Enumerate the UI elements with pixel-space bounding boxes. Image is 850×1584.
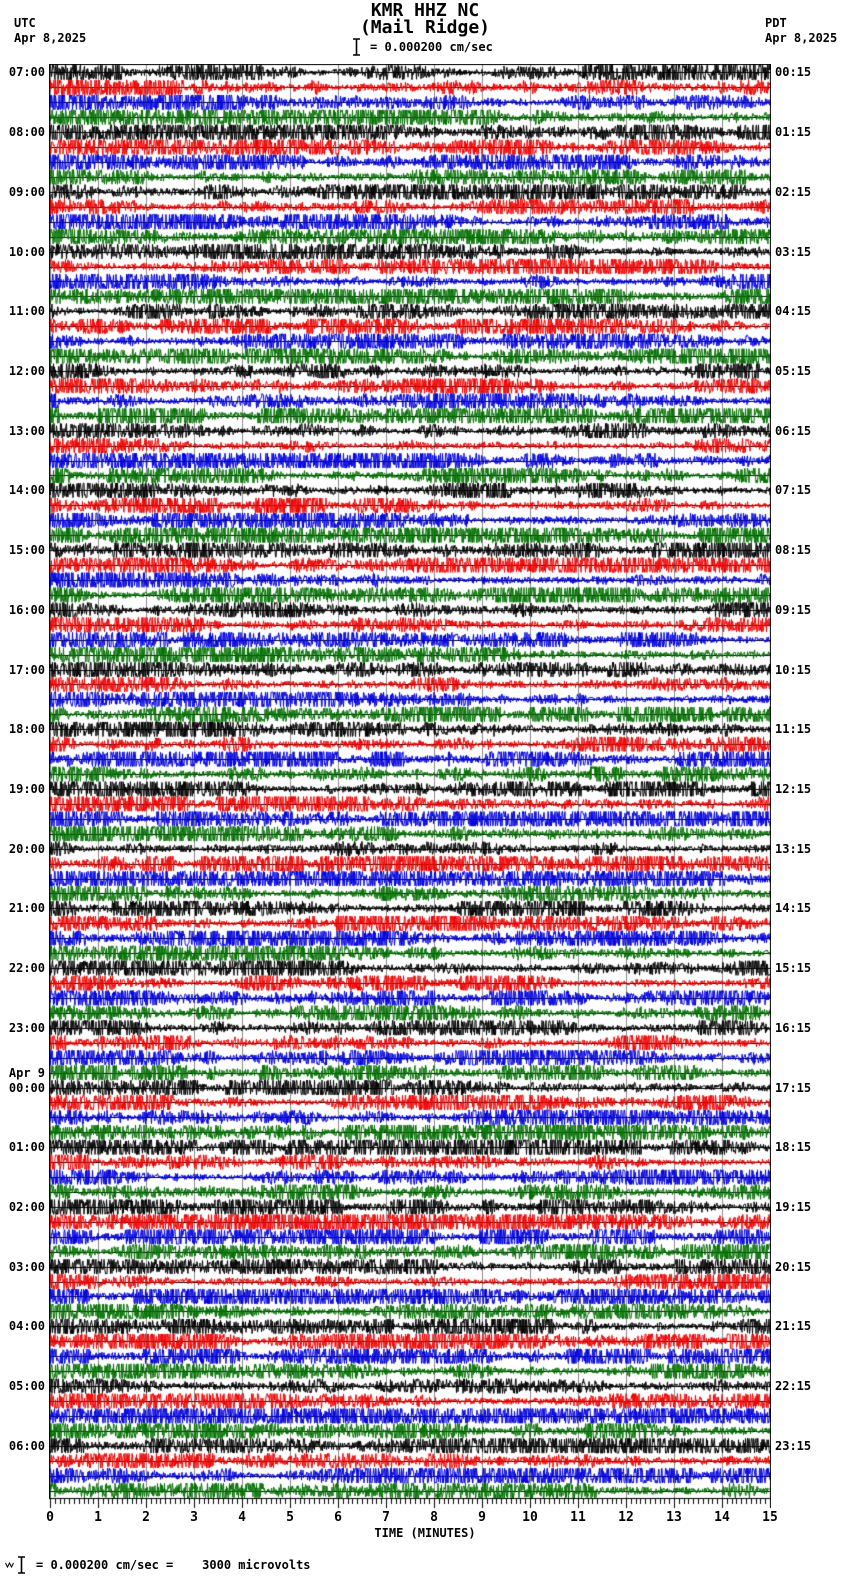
pdt-hour-label: 07:15 <box>775 483 812 498</box>
scale-bar-icon <box>17 1556 26 1574</box>
utc-hour-label: 14:00 <box>8 483 45 498</box>
pdt-hour-label: 09:15 <box>775 602 812 617</box>
utc-hour-label: 19:00 <box>8 781 45 796</box>
pdt-hour-label: 08:15 <box>775 543 812 558</box>
helicorder-plot-canvas <box>49 64 771 1510</box>
mini-trace-icon <box>5 1561 15 1569</box>
page-title: KMR HHZ NC <box>370 0 480 21</box>
utc-hour-label: 04:00 <box>8 1319 45 1334</box>
pdt-hour-label: 10:15 <box>775 662 812 677</box>
scale-text: = 0.000200 cm/sec <box>370 40 493 54</box>
utc-hour-label: 15:00 <box>8 543 45 558</box>
pdt-hour-label: 19:15 <box>775 1199 812 1214</box>
pdt-hour-label: 12:15 <box>775 781 812 796</box>
x-axis-tick-label: 6 <box>334 1510 342 1525</box>
utc-hour-label: 02:00 <box>8 1199 45 1214</box>
pdt-hour-label: 18:15 <box>775 1140 812 1155</box>
left-timezone-label: UTC <box>14 16 36 30</box>
x-axis-tick-label: 12 <box>618 1510 634 1525</box>
date-break-label: Apr 9 <box>8 1065 45 1080</box>
utc-hour-label: 10:00 <box>8 244 45 259</box>
utc-hour-label: 00:00 <box>8 1080 45 1095</box>
pdt-hour-label: 17:15 <box>775 1080 812 1095</box>
left-header <box>14 16 86 46</box>
utc-hour-label: 01:00 <box>8 1140 45 1155</box>
utc-hour-label: 16:00 <box>8 602 45 617</box>
pdt-hour-label: 22:15 <box>775 1379 812 1394</box>
utc-hour-label: 09:00 <box>8 184 45 199</box>
right-timezone-label: PDT <box>765 16 787 30</box>
x-axis-tick-label: 3 <box>190 1510 198 1525</box>
utc-hour-label: 06:00 <box>8 1438 45 1453</box>
scale-bar-icon <box>352 38 361 56</box>
right-date-label: Apr 8,2025 <box>765 31 838 45</box>
utc-hour-label: 20:00 <box>8 841 45 856</box>
pdt-hour-label: 04:15 <box>775 304 812 319</box>
x-axis-tick-label: 8 <box>430 1510 438 1525</box>
x-axis-tick-label: 9 <box>478 1510 486 1525</box>
utc-hour-label: 08:00 <box>8 125 45 140</box>
pdt-hour-label: 20:15 <box>775 1259 812 1274</box>
pdt-hour-label: 21:15 <box>775 1319 812 1334</box>
amplitude-scale-note <box>352 38 493 56</box>
x-axis-tick-label: 15 <box>762 1510 778 1525</box>
x-axis-tick-label: 2 <box>142 1510 150 1525</box>
pdt-hour-label: 01:15 <box>775 125 812 140</box>
pdt-hour-label: 14:15 <box>775 901 812 916</box>
pdt-hour-label: 23:15 <box>775 1438 812 1453</box>
x-axis-title: TIME (MINUTES) <box>374 1526 476 1540</box>
utc-hour-label: 22:00 <box>8 961 45 976</box>
pdt-hour-label: 11:15 <box>775 722 812 737</box>
x-axis-tick-label: 13 <box>666 1510 682 1525</box>
x-axis-tick-label: 7 <box>382 1510 390 1525</box>
x-axis-tick-label: 14 <box>714 1510 730 1525</box>
x-axis-tick-label: 0 <box>46 1510 54 1525</box>
footer-scale-text: = 0.000200 cm/sec = 3000 microvolts <box>36 1558 311 1572</box>
pdt-hour-label: 16:15 <box>775 1020 812 1035</box>
pdt-hour-label: 05:15 <box>775 364 812 378</box>
x-axis-tick-label: 5 <box>286 1510 294 1525</box>
x-axis-tick-label: 1 <box>94 1510 102 1525</box>
right-header <box>765 16 837 46</box>
pdt-hour-label: 15:15 <box>775 961 812 976</box>
pdt-hour-label: 02:15 <box>775 184 812 199</box>
utc-hour-label: 13:00 <box>8 423 45 438</box>
pdt-hour-label: 06:15 <box>775 423 812 438</box>
utc-hour-label: 18:00 <box>8 722 45 737</box>
left-date-label: Apr 8,2025 <box>14 31 87 45</box>
pdt-hour-label: 13:15 <box>775 841 812 856</box>
utc-hour-label: 03:00 <box>8 1259 45 1274</box>
utc-hour-label: 12:00 <box>8 364 45 378</box>
utc-hour-label: 07:00 <box>8 65 45 80</box>
pdt-hour-label: 03:15 <box>775 244 812 259</box>
utc-hour-label: 05:00 <box>8 1379 45 1394</box>
utc-hour-label: 11:00 <box>8 304 45 319</box>
x-axis-tick-label: 4 <box>238 1510 246 1525</box>
page-subtitle: (Mail Ridge) <box>359 17 491 38</box>
utc-hour-label: 21:00 <box>8 901 45 916</box>
x-axis-tick-label: 10 <box>522 1510 538 1525</box>
x-axis-tick-label: 11 <box>570 1510 586 1525</box>
footer-scale-note <box>5 1556 311 1574</box>
utc-hour-label: 23:00 <box>8 1020 45 1035</box>
pdt-hour-label: 00:15 <box>775 65 812 80</box>
utc-hour-label: 17:00 <box>8 662 45 677</box>
